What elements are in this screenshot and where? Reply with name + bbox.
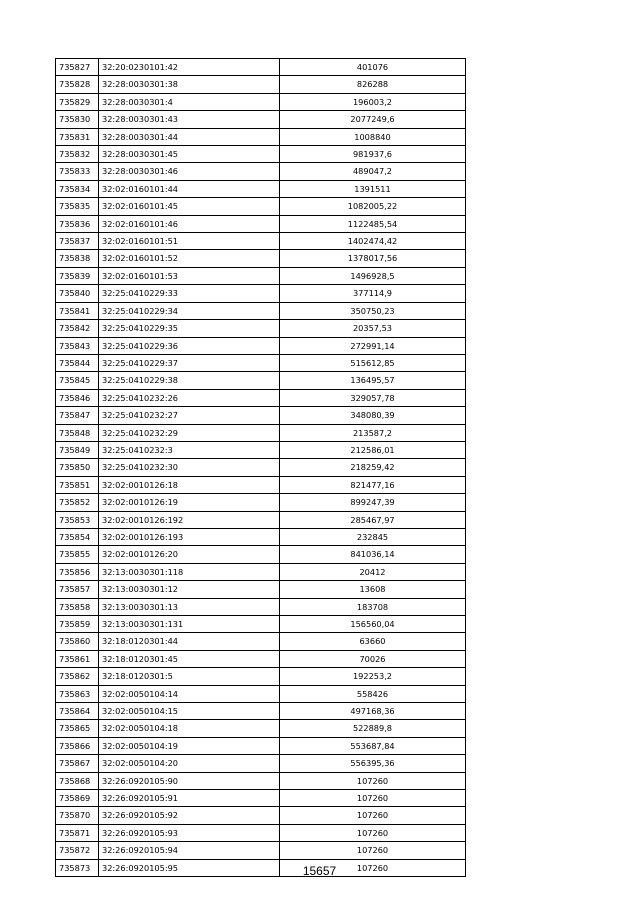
cell-value: 981937,6 [280,146,466,163]
table-row [56,198,466,215]
cell-row-number: 735846 [56,389,99,406]
cell-value: 329057,78 [280,389,466,406]
cell-value: 20412 [280,563,466,580]
cell-cadastral-number: 32:02:0010126:18 [99,476,280,493]
cell-value: 107260 [280,842,466,859]
table-row [56,528,466,545]
cell-value: 558426 [280,685,466,702]
table-row [56,407,466,424]
cell-value: 1496928,5 [280,267,466,284]
table-row [56,320,466,337]
cell-value: 1082005,22 [280,198,466,215]
cell-cadastral-number: 32:25:0410229:33 [99,285,280,302]
cell-row-number: 735860 [56,633,99,650]
cell-row-number: 735863 [56,685,99,702]
table-row [56,720,466,737]
table-row [56,337,466,354]
cell-value: 841036,14 [280,546,466,563]
cell-value: 285467,97 [280,511,466,528]
cell-row-number: 735833 [56,163,99,180]
cell-cadastral-number: 32:25:0410232:3 [99,441,280,458]
cell-row-number: 735843 [56,337,99,354]
page-number: 15657 [302,864,337,878]
table-row [56,650,466,667]
cell-row-number: 735856 [56,563,99,580]
cell-row-number: 735854 [56,528,99,545]
cell-value: 1391511 [280,180,466,197]
cell-row-number: 735836 [56,215,99,232]
cell-value: 899247,39 [280,494,466,511]
table-row [56,441,466,458]
cell-cadastral-number: 32:26:0920105:92 [99,807,280,824]
cell-cadastral-number: 32:20:0230101:42 [99,59,280,76]
cell-row-number: 735862 [56,668,99,685]
cell-row-number: 735829 [56,93,99,110]
cell-cadastral-number: 32:02:0050104:14 [99,685,280,702]
table-row [56,76,466,93]
table-row [56,372,466,389]
cell-row-number: 735865 [56,720,99,737]
cell-value: 107260 [280,807,466,824]
cell-value: 196003,2 [280,93,466,110]
cell-cadastral-number: 32:26:0920105:91 [99,790,280,807]
table-row [56,459,466,476]
cell-row-number: 735827 [56,59,99,76]
cell-cadastral-number: 32:25:0410229:34 [99,302,280,319]
cell-row-number: 735837 [56,233,99,250]
table-row [56,111,466,128]
cell-row-number: 735869 [56,790,99,807]
table-row [56,494,466,511]
table-row [56,476,466,493]
cell-value: 107260 [280,824,466,841]
table-row [56,737,466,754]
cell-cadastral-number: 32:02:0160101:46 [99,215,280,232]
table-row [56,302,466,319]
cell-value: 20357,53 [280,320,466,337]
cell-row-number: 735841 [56,302,99,319]
cell-row-number: 735835 [56,198,99,215]
cell-value: 1008840 [280,128,466,145]
cell-cadastral-number: 32:25:0410229:38 [99,372,280,389]
cell-cadastral-number: 32:02:0160101:52 [99,250,280,267]
cell-cadastral-number: 32:02:0160101:51 [99,233,280,250]
cell-value: 218259,42 [280,459,466,476]
cell-cadastral-number: 32:25:0410232:30 [99,459,280,476]
cell-value: 348080,39 [280,407,466,424]
cell-value: 377114,9 [280,285,466,302]
table-row [56,59,466,76]
cell-cadastral-number: 32:28:0030301:43 [99,111,280,128]
cell-cadastral-number: 32:02:0050104:15 [99,703,280,720]
cell-row-number: 735858 [56,598,99,615]
table-row [56,598,466,615]
table-row [56,233,466,250]
cell-row-number: 735849 [56,441,99,458]
cell-value: 826288 [280,76,466,93]
cell-cadastral-number: 32:28:0030301:44 [99,128,280,145]
cell-cadastral-number: 32:25:0410232:26 [99,389,280,406]
table-row [56,128,466,145]
table-row [56,163,466,180]
cell-row-number: 735866 [56,737,99,754]
table-row [56,424,466,441]
table-row [56,285,466,302]
cell-value: 522889,8 [280,720,466,737]
cell-cadastral-number: 32:26:0920105:94 [99,842,280,859]
table-row [56,581,466,598]
cell-value: 489047,2 [280,163,466,180]
cell-row-number: 735834 [56,180,99,197]
cell-cadastral-number: 32:26:0920105:93 [99,824,280,841]
table-row [56,93,466,110]
table-row [56,616,466,633]
cell-row-number: 735842 [56,320,99,337]
cell-row-number: 735830 [56,111,99,128]
table-row [56,215,466,232]
cell-row-number: 735851 [56,476,99,493]
cell-cadastral-number: 32:18:0120301:5 [99,668,280,685]
cell-row-number: 735844 [56,354,99,371]
cell-cadastral-number: 32:28:0030301:45 [99,146,280,163]
table-row [56,563,466,580]
cell-value: 212586,01 [280,441,466,458]
cell-row-number: 735872 [56,842,99,859]
cell-row-number: 735848 [56,424,99,441]
table-row [56,668,466,685]
table-row [56,807,466,824]
cell-cadastral-number: 32:13:0030301:131 [99,616,280,633]
cell-cadastral-number: 32:02:0160101:44 [99,180,280,197]
table-row [56,772,466,789]
table-row [56,354,466,371]
cell-row-number: 735870 [56,807,99,824]
cell-cadastral-number: 32:28:0030301:46 [99,163,280,180]
cell-row-number: 735847 [56,407,99,424]
cell-cadastral-number: 32:25:0410229:35 [99,320,280,337]
cell-cadastral-number: 32:18:0120301:44 [99,633,280,650]
table-row [56,633,466,650]
cell-row-number: 735831 [56,128,99,145]
cell-row-number: 735853 [56,511,99,528]
cell-value: 192253,2 [280,668,466,685]
cell-row-number: 735850 [56,459,99,476]
cell-cadastral-number: 32:25:0410229:37 [99,354,280,371]
table-row [56,267,466,284]
cell-cadastral-number: 32:28:0030301:4 [99,93,280,110]
cell-value: 156560,04 [280,616,466,633]
cell-cadastral-number: 32:26:0920105:90 [99,772,280,789]
table-row [56,842,466,859]
cell-cadastral-number: 32:02:0050104:19 [99,737,280,754]
cell-row-number: 735857 [56,581,99,598]
cell-row-number: 735861 [56,650,99,667]
cell-cadastral-number: 32:02:0050104:20 [99,755,280,772]
cell-row-number: 735840 [56,285,99,302]
cell-value: 497168,36 [280,703,466,720]
cell-cadastral-number: 32:02:0160101:45 [99,198,280,215]
cell-row-number: 735832 [56,146,99,163]
table-row [56,703,466,720]
cell-value: 401076 [280,59,466,76]
cell-cadastral-number: 32:25:0410232:29 [99,424,280,441]
cell-value: 1122485,54 [280,215,466,232]
cell-value: 63660 [280,633,466,650]
cell-row-number: 735845 [56,372,99,389]
cell-value: 107260 [280,772,466,789]
table-row [56,546,466,563]
cell-row-number: 735864 [56,703,99,720]
cell-value: 350750,23 [280,302,466,319]
cell-cadastral-number: 32:02:0010126:20 [99,546,280,563]
cell-value: 107260 [280,790,466,807]
cell-cadastral-number: 32:02:0010126:192 [99,511,280,528]
cell-row-number: 735855 [56,546,99,563]
table-row [56,146,466,163]
table-row [56,685,466,702]
cell-value: 821477,16 [280,476,466,493]
cell-value: 213587,2 [280,424,466,441]
cell-row-number: 735838 [56,250,99,267]
cell-value: 136495,57 [280,372,466,389]
cell-value: 107260 [280,859,466,876]
cell-value: 272991,14 [280,337,466,354]
cell-row-number: 735873 [56,859,99,876]
cell-value: 13608 [280,581,466,598]
table-row [56,790,466,807]
cell-row-number: 735871 [56,824,99,841]
cell-cadastral-number: 32:13:0030301:13 [99,598,280,615]
cell-cadastral-number: 32:25:0410232:27 [99,407,280,424]
cell-row-number: 735828 [56,76,99,93]
table-row [56,180,466,197]
cell-cadastral-number: 32:18:0120301:45 [99,650,280,667]
cell-value: 232845 [280,528,466,545]
cell-value: 556395,36 [280,755,466,772]
cell-value: 1378017,56 [280,250,466,267]
cell-cadastral-number: 32:02:0160101:53 [99,267,280,284]
table-row [56,250,466,267]
cell-value: 1402474,42 [280,233,466,250]
cell-cadastral-number: 32:25:0410229:36 [99,337,280,354]
table-row [56,824,466,841]
table-row [56,511,466,528]
cell-cadastral-number: 32:02:0010126:19 [99,494,280,511]
cell-value: 70026 [280,650,466,667]
data-table [55,58,466,877]
cell-cadastral-number: 32:26:0920105:95 [99,859,280,876]
table-row [56,389,466,406]
cell-cadastral-number: 32:28:0030301:38 [99,76,280,93]
cell-cadastral-number: 32:13:0030301:12 [99,581,280,598]
cell-row-number: 735839 [56,267,99,284]
cell-cadastral-number: 32:13:0030301:118 [99,563,280,580]
cell-row-number: 735867 [56,755,99,772]
cell-row-number: 735859 [56,616,99,633]
cell-cadastral-number: 32:02:0010126:193 [99,528,280,545]
table-body [56,59,466,877]
cell-value: 183708 [280,598,466,615]
cell-row-number: 735868 [56,772,99,789]
cell-cadastral-number: 32:02:0050104:18 [99,720,280,737]
cell-row-number: 735852 [56,494,99,511]
cell-value: 515612,85 [280,354,466,371]
cell-value: 2077249,6 [280,111,466,128]
cell-value: 553687,84 [280,737,466,754]
table-row [56,755,466,772]
